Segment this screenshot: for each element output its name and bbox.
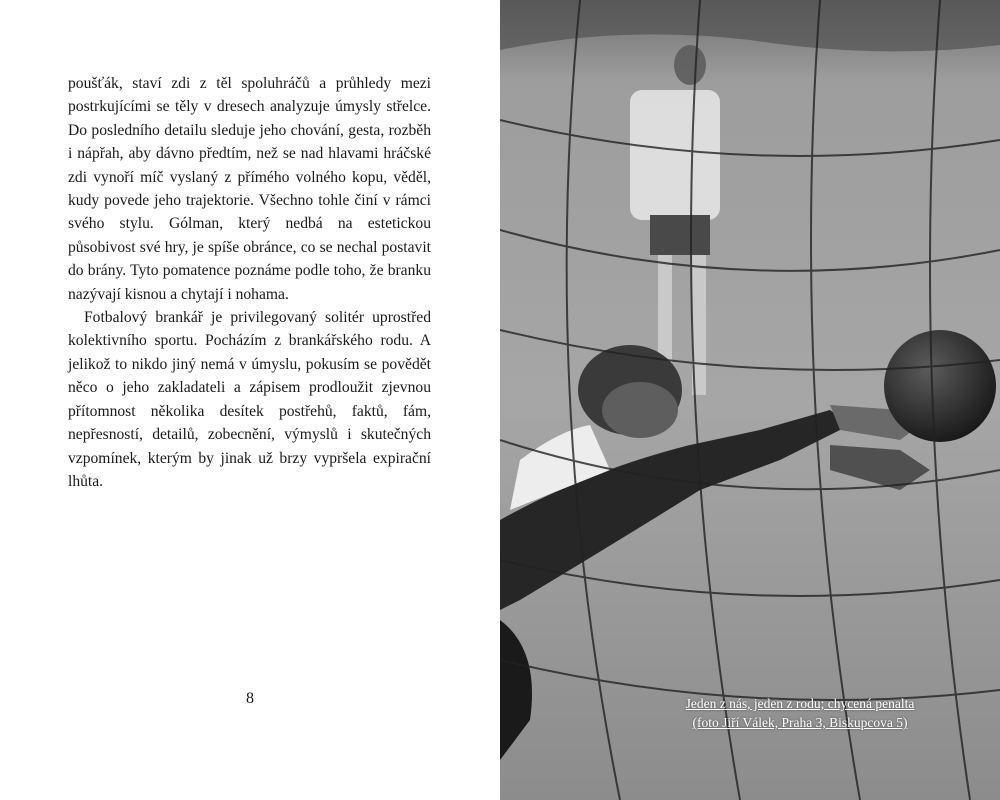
goalkeeper-photo	[500, 0, 1000, 800]
paragraph-2: Fotbalový brankář je privilegovaný solitér uprostřed kolektivního sportu. Pocházím z brankářského rodu. A jelikož to nikdo jiný nemá v úmyslu, pokusím se povědět něco o jeho zakladateli a zápisem prodloužit zjevnou přítomnost několika desítek postřehů, faktů, fám, nepřesností, detailů, zobecnění, výmyslů i skutečných vzpomínek, kterým by jinak už brzy vypršela expirační lhůta.	[68, 309, 431, 490]
caption-line-2: (foto Jiří Válek, Praha 3, Biskupcova 5)	[692, 715, 908, 730]
paragraph-1: poušťák, staví zdi z těl spoluhráčů a průhledy mezi postrkujícími se těly v dresech analyzuje úmysly střelce. Do posledního detailu sleduje jeho chování, gesta, rozběh i nápřah, aby dávno předtím, než se nad hlavami hráčské zdi vynoří míč vyslaný z přímého volného kopu, věděl, kudy povede jeho trajektorie. Všechno tohle činí v rámci svého stylu. Gólman, který nedbá na estetickou působivost své hry, je spíše obránce, co se nechal postavit do brány. Tyto pomatence poznáme podle toho, že branku nazývají kisnou a chytají i nohama.	[68, 75, 431, 303]
caption-line-1: Jeden z nás, jeden z rodu; chycená penalta	[685, 696, 915, 711]
page-number: 8	[246, 690, 254, 707]
ball	[884, 330, 996, 442]
right-page	[500, 0, 1000, 800]
body-text	[68, 72, 431, 493]
photo-caption	[590, 694, 1000, 732]
